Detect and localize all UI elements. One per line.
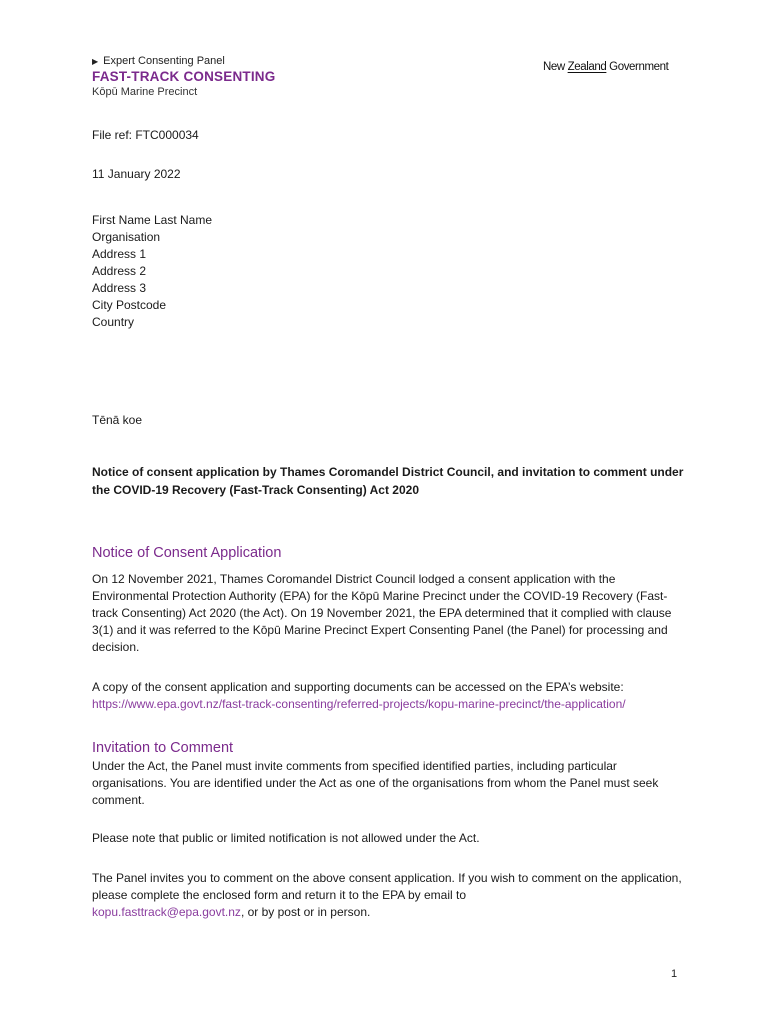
letter-date: 11 January 2022 — [92, 167, 181, 181]
invitation-paragraph-2: Please note that public or limited notification is not allowed under the Act. — [92, 831, 480, 845]
address-line-3: Address 3 — [92, 281, 147, 295]
invitation-paragraph-3-text: The Panel invites you to comment on the above consent application. If you wish to comment on the application, please complete the enclosed form and return it to the EPA by email to — [92, 871, 682, 902]
greeting: Tēnā koe — [92, 413, 143, 427]
recipient-address — [92, 212, 212, 331]
page-number: 1 — [671, 968, 678, 980]
address-organisation: Organisation — [92, 230, 161, 244]
panel-label — [92, 55, 225, 67]
panel-label-text: Expert Consenting Panel — [103, 55, 225, 67]
precinct-subtitle: Kōpū Marine Precinct — [92, 86, 198, 98]
notice-paragraph-1: On 12 November 2021, Thames Coromandel District Council lodged a consent application with the Environmental Protection Authority (EPA) for the Kōpū Marine Precinct under the COVID-19 Recovery (Fast-track Consenting) Act 2020 (the Act). On 19 November 2021, the EPA determined that it complied with clause 3(1) and it was referred to the Kōpū Marine Precinct Expert Consenting Panel (the Panel) for processing and decision. — [92, 572, 672, 654]
email-link[interactable]: kopu.fasttrack@epa.govt.nz — [92, 905, 241, 919]
gov-logo-zealand: Zealand — [567, 61, 607, 73]
application-link[interactable]: https://www.epa.govt.nz/fast-track-consenting/referred-projects/kopu-marine-precinct/the-application/ — [92, 697, 626, 711]
notice-heading: Notice of Consent Application — [92, 545, 282, 561]
invitation-paragraph-3 — [92, 870, 692, 921]
gov-logo-government: Government — [606, 61, 669, 73]
notice-paragraph-2 — [92, 679, 692, 713]
file-reference: File ref: FTC000034 — [92, 128, 199, 142]
address-city-postcode: City Postcode — [92, 298, 167, 312]
fast-track-title: FAST-TRACK CONSENTING — [92, 69, 276, 84]
play-triangle-icon: ▶ — [92, 56, 99, 66]
address-name: First Name Last Name — [92, 213, 213, 227]
notice-paragraph-2-text: A copy of the consent application and supporting documents can be accessed on the EPA’s website: — [92, 680, 624, 694]
nz-government-logo — [543, 61, 668, 73]
address-line-2: Address 2 — [92, 264, 147, 278]
gov-logo-new: New — [543, 61, 568, 73]
address-line-1: Address 1 — [92, 247, 147, 261]
invitation-paragraph-3-tail: , or by post or in person. — [240, 905, 371, 919]
letter-subject: Notice of consent application by Thames Coromandel District Council, and invitation to comment under the COVID-19 Recovery (Fast-Track Consenting) Act 2020 — [92, 465, 684, 497]
invitation-heading: Invitation to Comment — [92, 740, 234, 756]
address-country: Country — [92, 315, 135, 329]
invitation-paragraph-1: Under the Act, the Panel must invite comments from specified identified parties, including particular organisations. You are identified under the Act as one of the organisations from whom the Panel must seek comment. — [92, 759, 659, 807]
